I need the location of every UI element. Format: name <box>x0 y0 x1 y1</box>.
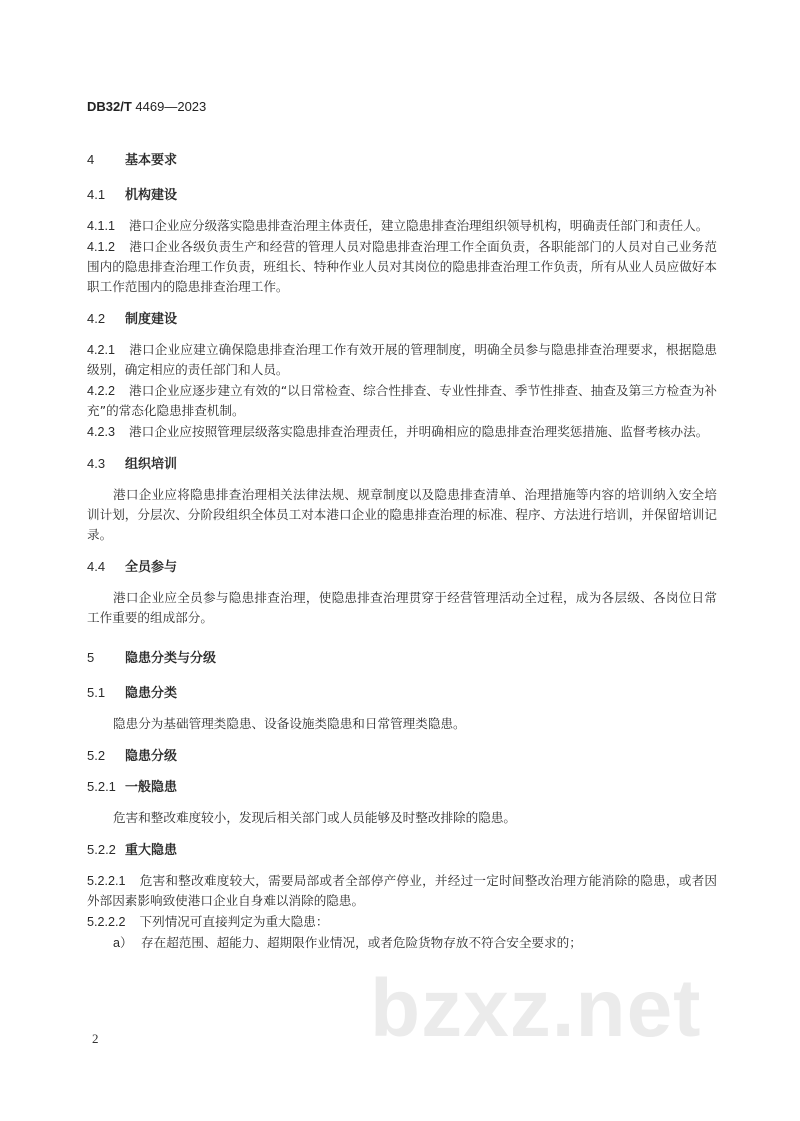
section-5-2-heading: 5.2 隐患分级 <box>87 748 178 764</box>
clause-4-1-1: 4.1.1 港口企业应分级落实隐患排查治理主体责任，建立隐患排查治理组织领导机构，明确责任部门和责任人。 <box>87 218 709 233</box>
clause-5-2-2-1: 5.2.2.1 危害和整改难度较大，需要局部或者全部停产停业，并经过一定时间整改治理方能消除的隐患，或者因外部因素影响致使港口企业自身难以消除的隐患。 <box>87 873 717 908</box>
clause-5-2-2-2: 5.2.2.2 下列情况可直接判定为重大隐患： <box>87 914 329 929</box>
section-5-heading: 5 隐患分类与分级 <box>87 650 217 666</box>
section-4-1-heading: 4.1 机构建设 <box>87 187 178 203</box>
list-item-a: a） 存在超范围、超能力、超期限作业情况，或者危险货物存放不符合安全要求的； <box>113 935 582 950</box>
section-4-2-heading: 4.2 制度建设 <box>87 311 178 327</box>
paragraph-4-3: 港口企业应将隐患排查治理相关法律法规、规章制度以及隐患排查清单、治理措施等内容的培训纳入安全培训计划，分层次、分阶段组织全体员工对本港口企业的隐患排查治理的标准、程序、方法进行培训，并保留培训记录。 <box>87 487 717 542</box>
clause-4-2-1: 4.2.1 港口企业应建立确保隐患排查治理工作有效开展的管理制度，明确全员参与隐患排查治理要求，根据隐患级别，确定相应的责任部门和人员。 <box>87 342 717 377</box>
section-5-2-1-heading: 5.2.1 一般隐患 <box>87 779 178 795</box>
clause-4-2-2: 4.2.2 港口企业应逐步建立有效的“以日常检查、综合性排查、专业性排查、季节性排查、抽查及第三方检查为补充”的常态化隐患排查机制。 <box>87 383 717 418</box>
section-5-1-heading: 5.1 隐患分类 <box>87 685 178 701</box>
clause-4-1-2: 4.1.2 港口企业各级负责生产和经营的管理人员对隐患排查治理工作全面负责，各职能部门的人员对自己业务范围内的隐患排查治理工作负责，班组长、特种作业人员对其岗位的隐患排查治理工作负责，所有从业人员应做好本职工作范围内的隐患排查治理工作。 <box>87 239 717 294</box>
section-5-2-2-heading: 5.2.2 重大隐患 <box>87 842 178 858</box>
section-4-heading: 4 基本要求 <box>87 152 178 168</box>
standard-number: 4469—2023 <box>135 99 207 114</box>
document-body <box>87 150 717 953</box>
paragraph-4-4: 港口企业应全员参与隐患排查治理，使隐患排查治理贯穿于经营管理活动全过程，成为各层级、各岗位日常工作重要的组成部分。 <box>87 590 717 625</box>
clause-4-2-3: 4.2.3 港口企业应按照管理层级落实隐患排查治理责任，并明确相应的隐患排查治理奖惩措施、监督考核办法。 <box>87 424 709 439</box>
watermark-text: bzxz.net <box>370 963 702 1054</box>
section-4-3-heading: 4.3 组织培训 <box>87 456 178 472</box>
document-header <box>87 99 206 114</box>
standard-code: DB32/T <box>87 99 132 114</box>
section-4-4-heading: 4.4 全员参与 <box>87 559 178 575</box>
paragraph-5-1: 隐患分为基础管理类隐患、设备设施类隐患和日常管理类隐患。 <box>113 716 466 731</box>
page-number: 2 <box>92 1031 99 1046</box>
paragraph-5-2-1: 危害和整改难度较小，发现后相关部门或人员能够及时整改排除的隐患。 <box>113 810 516 825</box>
